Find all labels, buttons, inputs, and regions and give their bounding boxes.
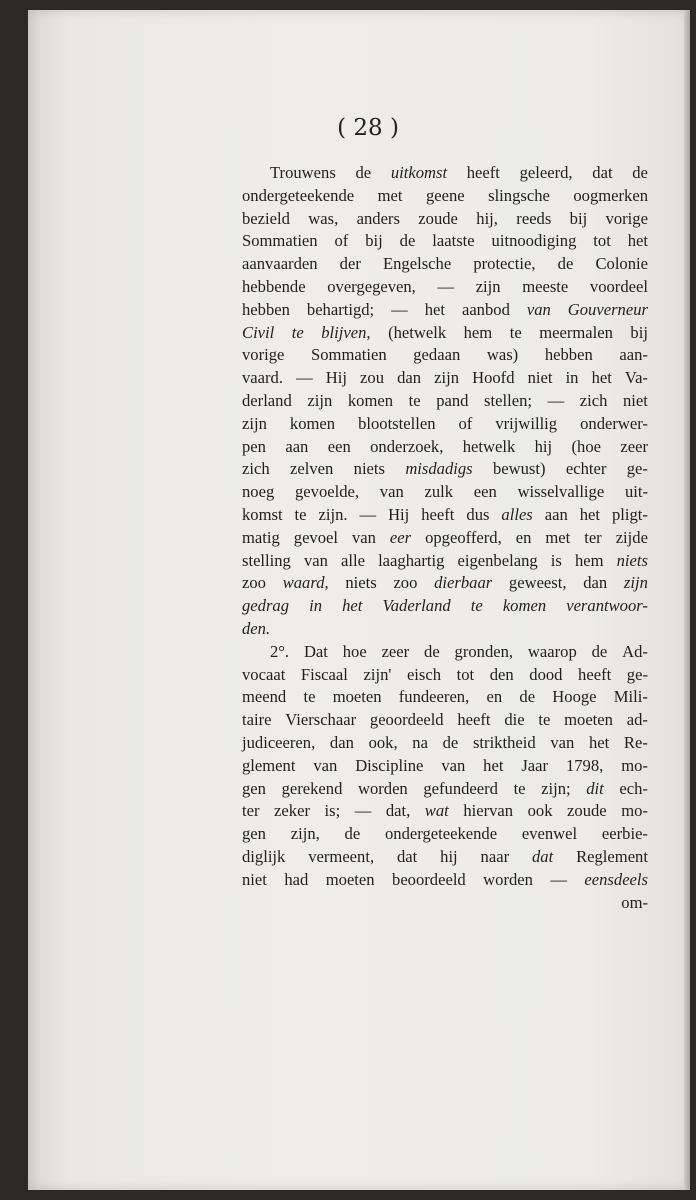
word: zijn	[623, 573, 648, 593]
word: zelven	[289, 459, 334, 479]
word: Ad-	[622, 641, 648, 661]
word: zijn	[242, 413, 267, 433]
word: glement	[242, 755, 296, 775]
word: de	[424, 641, 440, 661]
word: en	[515, 527, 532, 547]
page-number: ( 28 )	[337, 115, 399, 141]
word: hem	[574, 550, 604, 570]
word: dat	[531, 846, 554, 866]
word: gen	[242, 778, 266, 798]
word: die	[504, 710, 525, 730]
word: pen	[242, 436, 266, 456]
word: bij	[569, 208, 588, 228]
word: na	[412, 732, 428, 752]
word: zijn	[307, 390, 333, 410]
word: aanvaarden	[242, 254, 318, 274]
word: mo-	[621, 801, 648, 821]
word: eisch	[406, 664, 442, 684]
word: aan	[285, 436, 309, 456]
word: of	[334, 231, 349, 251]
word: te	[408, 390, 421, 410]
word: met	[377, 185, 403, 205]
word: dood	[529, 664, 563, 684]
word: —	[437, 276, 455, 296]
word: om-	[621, 892, 648, 912]
word: Hij	[325, 368, 347, 388]
word: ter	[242, 801, 260, 821]
text-line	[242, 458, 648, 481]
word: te	[303, 687, 316, 707]
word: fundeeren,	[398, 687, 470, 707]
word: dus	[466, 504, 490, 524]
word: (hoe	[571, 436, 602, 456]
word: eerbie-	[601, 824, 648, 844]
text-line	[242, 778, 648, 801]
word: vorige	[242, 345, 285, 365]
word: zoude	[418, 208, 458, 228]
text-line	[242, 618, 648, 641]
word: hem	[463, 322, 493, 342]
word: vocaat	[242, 664, 286, 684]
word: te	[538, 710, 551, 730]
word: was)	[486, 345, 519, 365]
word: —	[359, 504, 377, 524]
word: zijn	[434, 368, 460, 388]
word: eer	[389, 527, 412, 547]
word: den	[489, 664, 514, 684]
word: echter	[565, 459, 607, 479]
word: behartigd;	[306, 299, 375, 319]
word: een	[327, 436, 351, 456]
word: dan	[583, 573, 608, 593]
word: Va-	[624, 368, 648, 388]
word: waard,	[282, 573, 329, 593]
word: komst	[242, 504, 283, 524]
word: worden	[357, 778, 408, 798]
word: hebben	[544, 345, 593, 365]
word: noeg	[242, 482, 275, 502]
word: meend	[242, 687, 287, 707]
word: hij	[534, 436, 553, 456]
word: het	[483, 755, 504, 775]
word: dit	[586, 778, 604, 798]
word: Engelsche	[383, 254, 452, 274]
word: zoude	[567, 801, 607, 821]
text-line	[242, 367, 648, 390]
word: bij	[630, 322, 648, 342]
word: Dat	[303, 641, 328, 661]
word: voordeel	[589, 276, 648, 296]
text-line	[242, 344, 648, 367]
word: de	[557, 254, 574, 274]
word: van	[303, 550, 328, 570]
word: in	[309, 596, 323, 616]
word: aan-	[619, 345, 648, 365]
word: ondergeteekende	[384, 824, 498, 844]
word: onderwer-	[580, 413, 648, 433]
word: gevoelde,	[295, 482, 360, 502]
word: stelling	[242, 550, 291, 570]
text-line	[242, 641, 648, 664]
word: ge-	[626, 459, 648, 479]
word: Mili-	[613, 687, 648, 707]
word: —	[296, 368, 313, 388]
word: Hoofd	[472, 368, 515, 388]
word: judiceeren,	[242, 732, 316, 752]
word: uitkomst	[390, 163, 448, 182]
word: zou	[360, 368, 385, 388]
word: geene	[425, 185, 465, 205]
word: moeten	[325, 869, 375, 889]
word: heeft	[457, 710, 491, 730]
text-line	[242, 892, 648, 915]
word: te	[509, 322, 522, 342]
word: Civil	[242, 322, 275, 342]
word: stellen;	[484, 390, 532, 410]
word: 1798,	[565, 755, 604, 775]
word: hetwelk	[462, 436, 516, 456]
word: hebbende	[242, 276, 306, 296]
body-text	[242, 162, 648, 914]
word: dat	[396, 846, 418, 866]
word: dat,	[385, 801, 411, 821]
word: het	[588, 732, 610, 752]
word: hoe	[342, 641, 367, 661]
text-line	[242, 413, 648, 436]
word: te	[513, 778, 526, 798]
word: of	[458, 413, 473, 433]
text-line	[242, 664, 648, 687]
word: mo-	[621, 755, 648, 775]
word: Jaar	[521, 755, 549, 775]
text-line	[242, 755, 648, 778]
word: de	[344, 824, 361, 844]
word: van	[379, 482, 404, 502]
word: zijn	[475, 276, 501, 296]
word: eensdeels	[584, 869, 648, 889]
word: bewust)	[492, 459, 546, 479]
word: te	[294, 504, 307, 524]
word: en	[486, 687, 503, 707]
word: hiervan	[463, 801, 514, 821]
word: ook,	[368, 732, 398, 752]
word: eigenbelang	[457, 550, 538, 570]
word: had	[284, 869, 309, 889]
word: beoordeeld	[392, 869, 466, 889]
word: Fiscaal	[300, 664, 348, 684]
word: het	[579, 504, 601, 524]
word: zeer	[620, 436, 648, 456]
text-line	[242, 185, 648, 208]
word: komen	[502, 596, 547, 616]
word: hij,	[476, 208, 498, 228]
word: Colonie	[595, 254, 648, 274]
word: laaghartig	[378, 550, 445, 570]
text-line	[242, 208, 648, 231]
word: uit-	[624, 482, 648, 502]
word: striktheid	[472, 732, 536, 752]
word: van	[351, 527, 376, 547]
text-line	[242, 709, 648, 732]
word: de	[442, 732, 459, 752]
word: van	[526, 299, 551, 319]
word: niet	[623, 390, 648, 410]
word: reeds	[516, 208, 552, 228]
word: ge-	[626, 664, 648, 684]
word: komen	[289, 413, 336, 433]
word: dat	[592, 163, 613, 182]
word: de	[355, 163, 372, 182]
word: zoo	[242, 573, 266, 593]
word: —	[391, 299, 408, 319]
word: het	[424, 299, 445, 319]
word: —	[547, 390, 565, 410]
word: waarop	[527, 641, 577, 661]
text-line	[242, 686, 648, 709]
word: te	[470, 596, 483, 616]
word: de	[399, 231, 416, 251]
word: Discipline	[355, 755, 424, 775]
word: verantwoor-	[566, 596, 648, 616]
word: alles	[501, 504, 533, 524]
word: hebben	[242, 299, 290, 319]
word: pand	[436, 390, 469, 410]
word: gronden,	[454, 641, 514, 661]
word: (hetwelk	[388, 322, 447, 342]
word: alle	[341, 550, 365, 570]
word: —	[354, 801, 372, 821]
word: oogmerken	[573, 185, 648, 205]
word: pligt-	[611, 504, 648, 524]
word: matig	[242, 527, 280, 547]
text-line	[242, 823, 648, 846]
word: van	[550, 732, 575, 752]
word: protectie,	[473, 254, 536, 274]
word: Reglement	[576, 846, 648, 866]
word: heeft	[466, 163, 500, 182]
text-line	[242, 869, 648, 892]
word: vorige	[605, 208, 648, 228]
word: misdadigs	[405, 459, 473, 479]
word: Vierschaar	[285, 710, 357, 730]
word: zeer	[381, 641, 410, 661]
word: meermalen	[539, 322, 613, 342]
word: zoo	[393, 573, 418, 593]
word: der	[339, 254, 361, 274]
word: 2°.	[270, 641, 290, 661]
word: den.	[242, 618, 271, 638]
text-line	[242, 481, 648, 504]
word: zeker	[274, 801, 310, 821]
word: niet	[527, 368, 553, 388]
word: tot	[456, 664, 475, 684]
word: gedrag	[242, 596, 290, 616]
word: derland	[242, 390, 292, 410]
word: zijn,	[290, 824, 320, 844]
word: zich	[242, 459, 270, 479]
text-line	[242, 436, 648, 459]
word: Sommatien	[242, 231, 318, 251]
word: heeft	[421, 504, 455, 524]
word: uitnoodiging	[491, 231, 577, 251]
word: zijde	[615, 527, 648, 547]
word: diglijk	[242, 846, 286, 866]
word: van	[441, 755, 466, 775]
word: zulk	[424, 482, 454, 502]
word: meeste	[522, 276, 569, 296]
text-line	[242, 230, 648, 253]
word: dan	[329, 732, 354, 752]
word: opgeofferd,	[425, 527, 502, 547]
text-line	[242, 595, 648, 618]
word: moeten	[332, 687, 382, 707]
word: geweest,	[508, 573, 567, 593]
word: gerekend	[281, 778, 343, 798]
text-line	[242, 299, 648, 322]
word: zijn'	[363, 664, 392, 684]
word: zijn;	[541, 778, 571, 798]
word: taire	[242, 710, 272, 730]
text-line	[242, 390, 648, 413]
word: was,	[308, 208, 339, 228]
word: vermeent,	[308, 846, 375, 866]
text-line	[242, 253, 648, 276]
text-line	[242, 572, 648, 595]
word: vaard.	[242, 368, 283, 388]
word: Re-	[623, 732, 648, 752]
word: blootstellen	[358, 413, 436, 433]
word: zijn.	[318, 504, 348, 524]
text-line	[242, 800, 648, 823]
word: Vaderland	[382, 596, 451, 616]
word: ondergeteekende	[242, 185, 355, 205]
text-line	[242, 550, 648, 573]
word: is;	[324, 801, 341, 821]
word: onderzoek,	[370, 436, 444, 456]
word: de	[519, 687, 536, 707]
word: in	[565, 368, 579, 388]
word: zich	[579, 390, 608, 410]
page-edge	[684, 10, 690, 1190]
word: gevoel	[293, 527, 338, 547]
text-line	[242, 322, 648, 345]
word: geleerd,	[519, 163, 573, 182]
word: komen	[347, 390, 394, 410]
word: evenwel	[521, 824, 578, 844]
text-line	[242, 162, 648, 185]
word: geoordeeld	[369, 710, 444, 730]
word: de	[632, 163, 648, 182]
word: slingsche	[488, 185, 550, 205]
word: niets	[345, 573, 377, 593]
word: gen	[242, 824, 266, 844]
word: overgegeven,	[327, 276, 416, 296]
word: de	[591, 641, 608, 661]
book-page	[28, 10, 690, 1190]
word: ech-	[619, 778, 648, 798]
word: bij	[365, 231, 383, 251]
word: vrijwillig	[495, 413, 558, 433]
word: te	[291, 322, 304, 342]
word: —	[550, 869, 567, 889]
text-line	[242, 527, 648, 550]
word: Trouwens	[270, 163, 336, 182]
word: gedaan	[413, 345, 461, 365]
word: niet	[242, 869, 267, 889]
text-line	[242, 276, 648, 299]
word: moeten	[564, 710, 613, 730]
word: is	[550, 550, 562, 570]
word: met	[545, 527, 571, 547]
word: van	[313, 755, 338, 775]
word: tot	[593, 231, 611, 251]
word: het	[627, 231, 648, 251]
word: een	[473, 482, 497, 502]
word: gefundeerd	[423, 778, 498, 798]
word: Gouverneur	[567, 299, 648, 319]
word: ook	[527, 801, 553, 821]
text-line	[242, 846, 648, 869]
word: niets	[353, 459, 385, 479]
word: Hooge	[552, 687, 597, 707]
word: ter	[584, 527, 602, 547]
word: naar	[480, 846, 510, 866]
text-line	[242, 732, 648, 755]
word: bezield	[242, 208, 290, 228]
word: dierbaar	[434, 573, 493, 593]
word: wisselvallige	[517, 482, 605, 502]
word: anders	[356, 208, 400, 228]
word: heeft	[578, 664, 612, 684]
word: aanbod	[461, 299, 510, 319]
word: het	[591, 368, 612, 388]
text-line	[242, 504, 648, 527]
word: Hij	[388, 504, 410, 524]
word: aan	[544, 504, 568, 524]
word: dan	[397, 368, 422, 388]
word: Sommatien	[311, 345, 387, 365]
word: laatste	[432, 231, 475, 251]
word: het	[342, 596, 363, 616]
word: ad-	[626, 710, 648, 730]
word: blijven,	[321, 322, 371, 342]
word: wat	[424, 801, 449, 821]
word: worden	[483, 869, 533, 889]
word: niets	[616, 550, 648, 570]
word: hij	[440, 846, 458, 866]
